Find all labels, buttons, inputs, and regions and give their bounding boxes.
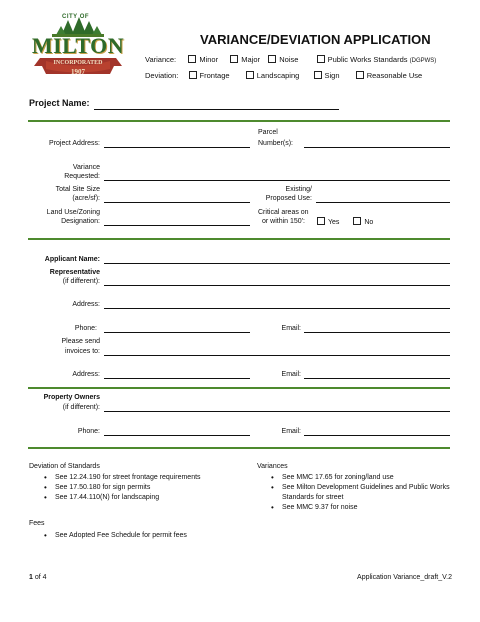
critical-areas-label-1: Critical areas on — [258, 209, 309, 216]
zoning-label-2: Designation: — [61, 218, 100, 225]
parcel-number-field[interactable] — [304, 147, 450, 148]
owners-email-field[interactable] — [304, 435, 450, 436]
critical-areas-options — [317, 217, 373, 227]
deviation-standard-item: • See 17.50.180 for sign permits — [37, 483, 247, 493]
zoning-label-1: Land Use/Zoning — [46, 209, 100, 216]
logo-ribbon-text: INCORPORATED — [53, 60, 103, 66]
variance-label: Variance: — [145, 55, 177, 64]
project-address-label: Project Address: — [49, 140, 100, 147]
deviation-standards-heading: Deviation of Standards — [29, 463, 100, 470]
representative-field[interactable] — [104, 285, 450, 286]
deviation-frontage-checkbox[interactable] — [189, 71, 197, 79]
representative-label-1: Representative — [49, 269, 100, 276]
project-name-label: Project Name: — [29, 98, 90, 108]
section-divider-2 — [28, 238, 450, 240]
applicant-email-label: Email: — [281, 325, 301, 332]
variance-row — [145, 55, 436, 66]
owners-phone-label: Phone: — [77, 428, 100, 435]
variance-minor-checkbox[interactable] — [188, 55, 196, 63]
critical-no-checkbox[interactable] — [353, 217, 361, 225]
deviation-row — [145, 71, 422, 80]
existing-use-label-1: Existing/ — [285, 186, 312, 193]
owners-email-label: Email: — [281, 428, 301, 435]
applicant-phone-label: Phone: — [74, 325, 97, 332]
applicant-address-field[interactable] — [104, 308, 450, 309]
applicant-address-label: Address: — [72, 301, 100, 308]
invoice-label-2: invoices to: — [64, 348, 100, 355]
variance-noise-checkbox[interactable] — [268, 55, 276, 63]
parcel-label-1: Parcel — [258, 129, 278, 136]
variance-public-works-label: Public Works Standards — [327, 55, 408, 64]
invoice-email-field[interactable] — [304, 378, 450, 379]
variance-minor-label: Minor — [199, 55, 219, 64]
document-name: Application Variance_draft_V.2 — [357, 574, 452, 581]
deviation-standard-item: • See 17.44.110(N) for landscaping — [37, 493, 247, 503]
invoice-address-field[interactable] — [104, 378, 250, 379]
project-address-field[interactable] — [104, 147, 250, 148]
variance-major-label: Major — [241, 55, 261, 64]
owners-field[interactable] — [104, 411, 450, 412]
critical-no-label: No — [364, 219, 374, 226]
variance-item: • See Milton Development Guidelines and Public Works Standards for street — [264, 483, 454, 503]
project-name-field[interactable] — [94, 109, 339, 110]
section-divider-1 — [28, 120, 450, 122]
city-logo — [26, 14, 128, 78]
section-divider-4 — [28, 447, 450, 449]
variance-requested-field[interactable] — [104, 180, 450, 181]
deviation-reasonable-use-label: Reasonable Use — [366, 71, 423, 80]
invoice-address-label: Address: — [72, 371, 100, 378]
variance-public-works-checkbox[interactable] — [317, 55, 325, 63]
deviation-reasonable-use-checkbox[interactable] — [356, 71, 364, 79]
section-divider-3 — [28, 387, 450, 389]
page-number — [29, 573, 47, 582]
invoice-label-1: Please send — [61, 338, 100, 345]
deviation-landscaping-label: Landscaping — [256, 71, 300, 80]
variance-requested-label-2: Requested: — [64, 173, 100, 180]
fees-heading: Fees — [29, 520, 45, 527]
deviation-sign-checkbox[interactable] — [314, 71, 322, 79]
site-size-field[interactable] — [104, 202, 250, 203]
deviation-landscaping-checkbox[interactable] — [246, 71, 254, 79]
deviation-sign-label: Sign — [324, 71, 340, 80]
owners-label-1: Property Owners — [43, 394, 100, 401]
variance-item: • See MMC 17.65 for zoning/land use — [264, 473, 454, 483]
site-size-label-1: Total Site Size — [55, 186, 100, 193]
invoice-field[interactable] — [104, 355, 450, 356]
site-size-label-2: (acre/sf): — [72, 195, 100, 202]
owners-label-2: (if different): — [62, 404, 100, 411]
critical-yes-checkbox[interactable] — [317, 217, 325, 225]
invoice-email-label: Email: — [281, 371, 301, 378]
representative-label-2: (if different): — [62, 278, 100, 285]
form-title: VARIANCE/DEVIATION APPLICATION — [200, 32, 431, 47]
critical-yes-label: Yes — [328, 219, 340, 226]
logo-year: 1907 — [71, 68, 85, 76]
deviation-standard-item: • See 12.24.190 for street frontage requirements — [37, 473, 247, 483]
fees-list — [37, 531, 247, 541]
variances-heading: Variances — [257, 463, 288, 470]
parcel-label-2: Number(s): — [258, 140, 294, 147]
variance-requested-label-1: Variance — [72, 164, 100, 171]
variance-major-checkbox[interactable] — [230, 55, 238, 63]
existing-use-field[interactable] — [316, 202, 450, 203]
variance-dgpws-suffix: (DGPWS) — [409, 58, 437, 64]
variance-noise-label: Noise — [279, 55, 299, 64]
zoning-field[interactable] — [104, 225, 250, 226]
applicant-name-label: Applicant Name: — [44, 256, 100, 263]
applicant-email-field[interactable] — [304, 332, 450, 333]
deviation-frontage-label: Frontage — [199, 71, 230, 80]
deviation-label: Deviation: — [145, 71, 179, 80]
page-number-current: 1 — [29, 574, 33, 581]
critical-areas-label-2: or within 150': — [262, 218, 305, 225]
applicant-name-field[interactable] — [104, 263, 450, 264]
existing-use-label-2: Proposed Use: — [265, 195, 312, 202]
variance-item: • See MMC 9.37 for noise — [264, 503, 454, 513]
applicant-phone-field[interactable] — [104, 332, 250, 333]
fee-item: • See Adopted Fee Schedule for permit fees — [37, 531, 247, 541]
logo-top-text: CITY OF — [62, 14, 90, 20]
owners-phone-field[interactable] — [104, 435, 250, 436]
deviation-standards-list — [37, 473, 247, 503]
logo-name: MILTON — [31, 33, 125, 58]
page-number-total: of 4 — [34, 574, 47, 581]
variances-list — [264, 473, 454, 513]
